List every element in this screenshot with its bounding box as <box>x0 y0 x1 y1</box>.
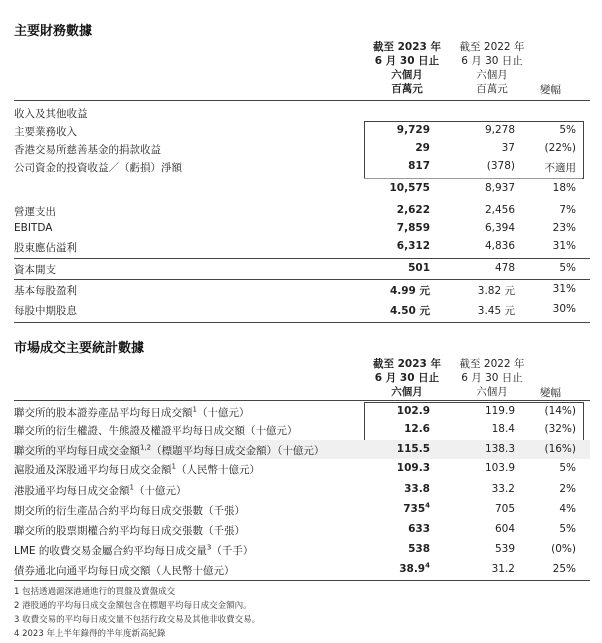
table-row: 期交所的衍生產品合約平均每日成交張數（千張） $735^4$ 705 4% <box>14 501 576 517</box>
divider <box>14 322 590 323</box>
divider <box>364 178 582 179</box>
section-title-market: 市場成交主要統計數據 <box>14 341 145 356</box>
table-row-total: 10,575 8,937 18% <box>389 182 576 194</box>
table-row: 公司資金的投資收益／（虧損）淨額 817 (378) 不適用 <box>14 160 576 174</box>
table-row: 主要業務收入 9,729 9,278 5% <box>14 124 576 138</box>
section-title-financial: 主要財務數據 <box>14 24 93 39</box>
table-row: 聯交所的股本證券產品平均每日成交額$^1$（十億元） 102.9 119.9 (14%) <box>14 405 576 419</box>
table-row: 聯交所的平均每日成交金額$^{1,2}$（標題平均每日成交金額）（十億元） 115.5 138.3 (16%) <box>14 443 576 457</box>
table-row: EBITDA 7,859 6,394 23% <box>14 222 576 234</box>
footnote: 2 港股通的平均每日成交金額包含在標題平均每日成交金額內。 <box>14 601 252 611</box>
table-row: 營運支出 2,622 2,456 7% <box>14 204 576 218</box>
table-row: 滬股通及深股通平均每日成交金額$^1$（人民幣十億元） 109.3 103.9 5% <box>14 462 576 476</box>
divider <box>14 279 590 280</box>
table-row: 聯交所的衍生權證、牛熊證及權證平均每日成交額（十億元） 12.6 18.4 (32%) <box>14 423 576 437</box>
divider <box>14 400 590 401</box>
table-row: LME 的收費交易金屬合約平均每日成交量$^3$（千手） 538 539 (0%) <box>14 543 576 557</box>
column-header-change: 變幅 <box>540 84 561 96</box>
column-header-2023: 截至 2023 年 6 月 30 日止 六個月 <box>372 358 442 398</box>
table-row: 股東應佔溢利 6,312 4,836 31% <box>14 240 576 254</box>
table-row: 每股中期股息 4.50 元 3.45 元 30% <box>14 303 576 317</box>
table-row: 基本每股盈利 4.99 元 3.82 元 31% <box>14 283 576 297</box>
footnote: 4 2023 年上半年錄得的半年度新高紀錄 <box>14 629 166 639</box>
divider <box>14 580 590 581</box>
footnote: 3 收費交易的平均每日成交量不包括行政交易及其他非收費交易。 <box>14 615 261 625</box>
column-header-change: 變幅 <box>540 387 561 399</box>
divider <box>14 100 590 101</box>
column-header-2022: 截至 2022 年 6 月 30 日止 六個月 <box>459 358 525 398</box>
footnote: 1 包括透過滬深港通進行的買盤及賣盤成交 <box>14 587 176 597</box>
table-row: 資本開支 501 478 5% <box>14 262 576 276</box>
table-row: 聯交所的股票期權合約平均每日成交張數（千張） 633 604 5% <box>14 523 576 537</box>
table-row: 債券通北向通平均每日成交額（人民幣十億元） 38.9$^4$ 31.2 25% <box>14 561 576 577</box>
column-header-2022: 截至 2022 年 6 月 30 日止 六個月 百萬元 <box>459 41 525 95</box>
subheading-revenue: 收入及其他收益 <box>14 108 88 120</box>
divider <box>14 258 590 259</box>
column-header-2023: 截至 2023 年 6 月 30 日止 六個月 百萬元 <box>372 41 442 95</box>
table-row: 香港交易所慈善基金的捐款收益 29 37 (22%) <box>14 142 576 156</box>
table-row: 港股通平均每日成交金額$^1$（十億元） 33.8 33.2 2% <box>14 483 576 497</box>
